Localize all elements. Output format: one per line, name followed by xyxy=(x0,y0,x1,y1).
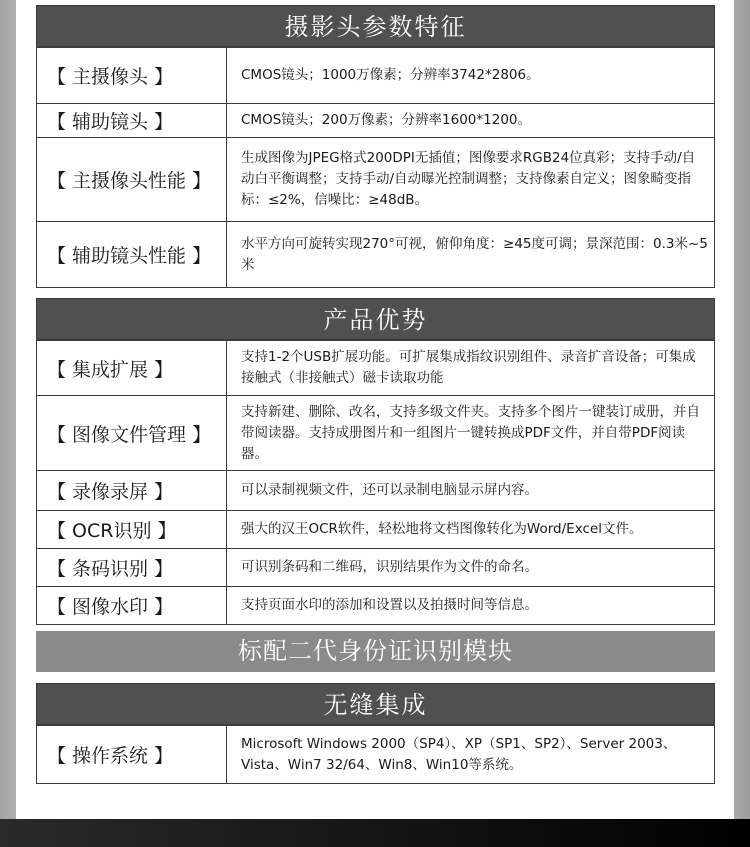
integration-header: 无缝集成 xyxy=(36,683,715,725)
integration-section xyxy=(36,683,715,784)
table-row xyxy=(37,726,715,784)
row-text: 支持1-2个USB扩展功能。可扩展集成指纹识别组件、录音扩音设备；可集成接触式（非接触式）磁卡读取功能 xyxy=(227,341,715,396)
row-label: 【 OCR识别 】 xyxy=(37,511,227,549)
row-label: 【 条码识别 】 xyxy=(37,549,227,587)
row-text: 可识别条码和二维码，识别结果作为文件的命名。 xyxy=(227,549,715,587)
table-row xyxy=(37,511,715,549)
row-text: 生成图像为JPEG格式200DPI无插值；图像要求RGB24位真彩；支持手动/自动白平衡调整；支持手动/自动曝光控制调整；支持像素自定义；图象畸变指标：≤2%，信噪比：≥48dB。 xyxy=(227,138,715,222)
row-label: 【 图像水印 】 xyxy=(37,587,227,625)
advantages-table xyxy=(36,340,715,625)
table-row xyxy=(37,396,715,471)
row-label: 【 主摄像头性能 】 xyxy=(37,138,227,222)
advantages-header: 产品优势 xyxy=(36,298,715,340)
row-label: 【 辅助镜头 】 xyxy=(37,104,227,138)
table-row xyxy=(37,341,715,396)
row-label: 【 图像文件管理 】 xyxy=(37,396,227,471)
row-text: 强大的汉王OCR软件，轻松地将文档图像转化为Word/Excel文件。 xyxy=(227,511,715,549)
spec-sheet xyxy=(16,0,734,819)
advantages-section xyxy=(36,298,715,625)
row-text: 水平方向可旋转实现270°可视，俯仰角度：≥45度可调；景深范围：0.3米~5米 xyxy=(227,222,715,288)
camera-spec-section xyxy=(36,5,715,288)
table-row xyxy=(37,48,715,104)
row-text: Microsoft Windows 2000（SP4）、XP（SP1、SP2）、Server 2003、Vista、Win7 32/64、Win8、Win10等系统。 xyxy=(227,726,715,784)
table-row xyxy=(37,471,715,511)
row-text: 可以录制视频文件，还可以录制电脑显示屏内容。 xyxy=(227,471,715,511)
row-text: 支持页面水印的添加和设置以及拍摄时间等信息。 xyxy=(227,587,715,625)
row-text: CMOS镜头；1000万像素；分辨率3742*2806。 xyxy=(227,48,715,104)
integration-table xyxy=(36,725,715,784)
table-row xyxy=(37,549,715,587)
row-text: CMOS镜头；200万像素；分辨率1600*1200。 xyxy=(227,104,715,138)
table-row xyxy=(37,104,715,138)
row-label: 【 录像录屏 】 xyxy=(37,471,227,511)
id-module-banner: 标配二代身份证识别模块 xyxy=(36,631,715,672)
bottom-band xyxy=(0,819,750,847)
table-row xyxy=(37,587,715,625)
row-label: 【 操作系统 】 xyxy=(37,726,227,784)
row-label: 【 集成扩展 】 xyxy=(37,341,227,396)
table-row xyxy=(37,138,715,222)
table-row xyxy=(37,222,715,288)
row-label: 【 辅助镜头性能 】 xyxy=(37,222,227,288)
row-text: 支持新建、删除、改名，支持多级文件夹。支持多个图片一键装订成册，并自带阅读器。支持成册图片和一组图片一键转换成PDF文件，并自带PDF阅读器。 xyxy=(227,396,715,471)
camera-spec-header: 摄影头参数特征 xyxy=(36,5,715,47)
camera-spec-table xyxy=(36,47,715,288)
row-label: 【 主摄像头 】 xyxy=(37,48,227,104)
